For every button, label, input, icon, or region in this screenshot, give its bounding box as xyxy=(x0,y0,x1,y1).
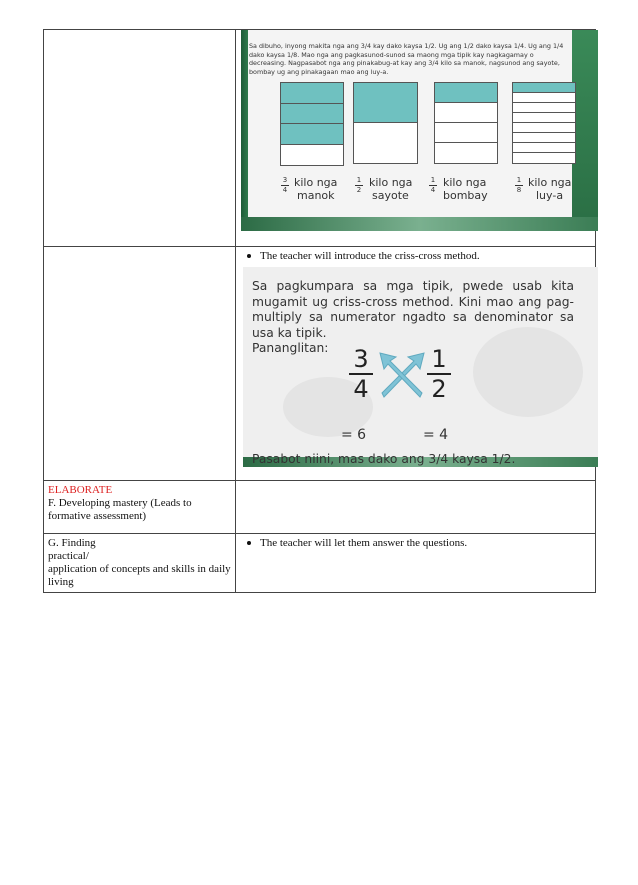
row-label: F. Developing mastery (Leads to formative assessment) xyxy=(48,497,192,522)
table-row xyxy=(44,481,596,534)
unshaded-part xyxy=(435,143,497,163)
fraction-label: $\frac{3}{4}$ xyxy=(282,176,288,194)
row-label: application of concepts and skills in daily living xyxy=(48,563,231,588)
left-result: = 6 xyxy=(341,427,367,443)
shaded-part xyxy=(281,104,343,125)
slide-conclusion: Pasabot niini, mas dako ang 3/4 kaysa 1/2. xyxy=(252,452,516,466)
shaded-part xyxy=(435,83,497,103)
content-cell xyxy=(236,30,596,247)
table-row xyxy=(44,30,596,247)
list-item: The teacher will introduce the criss-cross method. xyxy=(236,247,595,267)
row-label-cell xyxy=(44,481,236,534)
table-row xyxy=(44,247,596,481)
shaded-part xyxy=(281,124,343,145)
unshaded-part xyxy=(513,103,575,113)
item-label-luya: kilo nga luy-a xyxy=(528,176,572,202)
right-result: = 4 xyxy=(423,427,449,443)
criss-cross-slide xyxy=(243,267,598,467)
list-item: The teacher will let them answer the questions. xyxy=(236,534,595,554)
item-label-sayote: kilo nga sayote xyxy=(369,176,413,202)
criss-cross-paragraph: Sa pagkumpara sa mga tipik, pwede usab kita mugamit ug criss-cross method. Kini mao ang pag-multiply sa numerator ngadto sa denominator sa usa ka tipik. xyxy=(252,279,574,340)
content-cell xyxy=(236,247,596,481)
shaded-part xyxy=(281,83,343,104)
shaded-part xyxy=(513,83,575,93)
item-label-bombay: kilo nga bombay xyxy=(443,176,488,202)
unshaded-part xyxy=(513,93,575,103)
fraction-label: $\frac{1}{2}$ xyxy=(356,176,362,194)
content-cell xyxy=(236,481,596,534)
fraction-bar-sayote xyxy=(353,82,418,164)
right-fraction: 1 2 xyxy=(427,345,451,403)
fraction-bar-bombay xyxy=(434,82,498,164)
slide-explanation-text: Sa dibuho, inyong makita nga ang 3/4 kay dako kaysa 1/2. Ug ang 1/2 dako kaysa 1/4. Ug ang 1/4 dako kaysa 1/8. Mao nga ang pagkasunod-sunod sa maong mga tipik kay nagkagamay o decreasing. Nagpasabot nga ang pinakabug-at kay ang 3/4 kilo sa manok, nagsunod ang sayote, bombay ug ang pinakagaan mao ang luy-a. xyxy=(249,42,564,76)
unshaded-part xyxy=(513,153,575,163)
content-cell xyxy=(236,534,596,593)
unshaded-part xyxy=(513,143,575,153)
fraction-comparison-slide xyxy=(241,30,598,231)
criss-cross-arrows-icon xyxy=(374,347,430,401)
fraction-bar-manok xyxy=(280,82,344,166)
unshaded-part xyxy=(281,145,343,166)
section-heading-elaborate: ELABORATE xyxy=(48,484,113,496)
unshaded-part xyxy=(435,123,497,143)
unshaded-part xyxy=(513,113,575,123)
lesson-plan-table xyxy=(43,29,596,593)
row-label-cell xyxy=(44,534,236,593)
empty-label-cell xyxy=(44,30,236,247)
unshaded-part xyxy=(513,133,575,143)
item-label-manok: kilo nga manok xyxy=(294,176,338,202)
fraction-label: $\frac{1}{4}$ xyxy=(430,176,436,194)
row-label: practical/ xyxy=(48,550,89,562)
table-row xyxy=(44,534,596,593)
empty-label-cell xyxy=(44,247,236,481)
unshaded-part xyxy=(354,123,417,163)
row-label: G. Finding xyxy=(48,537,96,549)
fraction-bar-luya xyxy=(512,82,576,164)
unshaded-part xyxy=(513,123,575,133)
unshaded-part xyxy=(435,103,497,123)
shaded-part xyxy=(354,83,417,123)
left-fraction: 3 4 xyxy=(349,345,373,403)
example-label: Pananglitan: xyxy=(252,341,329,355)
fraction-label: $\frac{1}{8}$ xyxy=(516,176,522,194)
